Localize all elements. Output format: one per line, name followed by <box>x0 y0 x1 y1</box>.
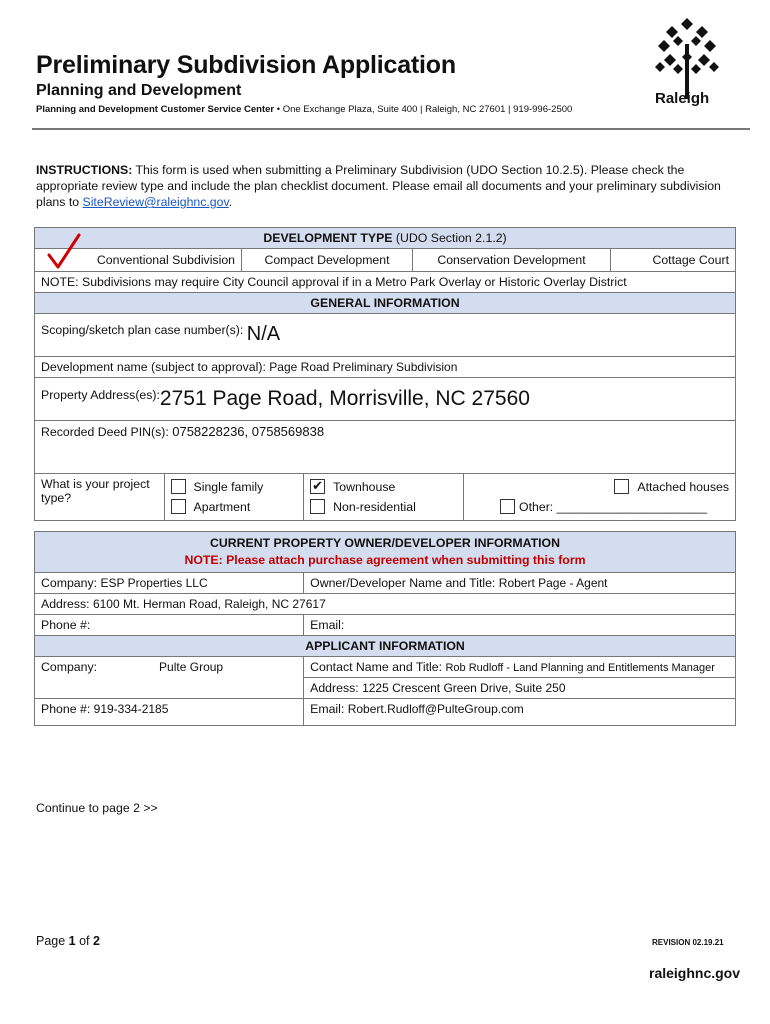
site-url: raleighnc.gov <box>649 965 741 981</box>
option-conventional[interactable]: Conventional Subdivision <box>35 249 242 271</box>
applicant-email-field[interactable]: Robert.Rudloff@PulteGroup.com <box>347 702 524 716</box>
site-review-email-link[interactable]: SiteReview@raleighnc.gov <box>82 195 229 209</box>
devname-label: Development name (subject to approval): <box>41 360 266 374</box>
logo-wordmark: Raleigh <box>655 90 710 107</box>
owner-name-field[interactable]: Robert Page - Agent <box>498 576 608 590</box>
scoping-field[interactable]: N/A <box>246 323 281 345</box>
owner-address-label: Address: <box>41 597 90 611</box>
owner-note: NOTE: Please attach purchase agreement when submitting this form <box>184 553 586 567</box>
contact-line <box>36 104 572 115</box>
nonresidential-checkbox[interactable] <box>310 499 325 514</box>
applicant-address-label: Address: <box>310 681 359 695</box>
page-of: of <box>75 934 93 948</box>
applicant-contact-label: Contact Name and Title: <box>310 660 443 674</box>
other-field[interactable]: Other: ______________________ <box>519 500 708 514</box>
applicant-phone-field[interactable]: 919-334-2185 <box>93 702 169 716</box>
development-type-note: NOTE: Subdivisions may require City Council approval if in a Metro Park Overlay or Historic Overlay District <box>35 272 736 293</box>
page-word: Page <box>36 934 69 948</box>
continue-note: Continue to page 2 >> <box>36 801 158 815</box>
other-checkbox[interactable] <box>500 499 515 514</box>
owner-company-cell <box>35 573 304 594</box>
property-label: Property Address(es): <box>41 388 160 402</box>
single-family-checkbox[interactable] <box>171 479 186 494</box>
contact-address: • One Exchange Plaza, Suite 400 | Raleigh, NC 27601 | 919-996-2500 <box>274 104 573 115</box>
townhouse-label: Townhouse <box>333 480 396 494</box>
pin-row <box>35 421 736 474</box>
property-row <box>35 378 736 421</box>
owner-name-cell <box>304 573 736 594</box>
single-family-label: Single family <box>193 480 264 494</box>
scoping-label: Scoping/sketch plan case number(s): <box>41 323 244 337</box>
attached-houses-checkbox[interactable] <box>614 479 629 494</box>
instructions-label: INSTRUCTIONS: <box>36 163 133 177</box>
development-type-title: DEVELOPMENT TYPE <box>263 231 393 245</box>
owner-name-label: Owner/Developer Name and Title: <box>310 576 496 590</box>
page-number <box>36 934 100 948</box>
header-divider <box>32 128 750 130</box>
instructions-end: . <box>228 195 233 209</box>
applicant-email-cell <box>304 699 736 726</box>
applicant-address-field[interactable]: 1225 Crescent Green Drive, Suite 250 <box>362 681 566 695</box>
owner-address-field[interactable]: 6100 Mt. Herman Road, Raleigh, NC 27617 <box>92 597 326 611</box>
applicant-company-field[interactable]: Pulte Group <box>159 660 224 674</box>
instructions-text: This form is used when submitting a Preliminary Subdivision (UDO Section 10.2.5). Please check the appropriate review type and include the plan checklist document. Please email all documents and your preliminary subdivision plans to <box>36 163 721 209</box>
owner-email-cell[interactable]: Email: <box>304 615 736 636</box>
development-type-header <box>35 228 736 249</box>
project-type-label: What is your project type? <box>35 474 165 521</box>
owner-title: CURRENT PROPERTY OWNER/DEVELOPER INFORMATION <box>209 536 561 550</box>
scoping-row <box>35 314 736 357</box>
owner-company-field[interactable]: ESP Properties LLC <box>100 576 208 590</box>
devname-row <box>35 357 736 378</box>
nonresidential-label: Non-residential <box>333 500 416 514</box>
center-name: Planning and Development Customer Service Center <box>36 104 275 115</box>
applicant-address-cell <box>304 678 736 699</box>
applicant-contact-field[interactable]: Rob Rudloff - Land Planning and Entitlements Manager <box>445 662 715 674</box>
department-name: Planning and Development <box>36 82 242 99</box>
apartment-checkbox[interactable] <box>171 499 186 514</box>
apartment-label: Apartment <box>193 500 251 514</box>
development-type-options <box>35 249 736 272</box>
applicant-company-label: Company: <box>41 660 98 674</box>
attached-houses-label: Attached houses <box>637 480 729 494</box>
townhouse-checkbox[interactable]: ✔ <box>310 479 325 494</box>
instructions <box>36 162 736 210</box>
applicant-phone-label: Phone #: <box>41 702 91 716</box>
owner-company-label: Company: <box>41 576 98 590</box>
development-type-ref: (UDO Section 2.1.2) <box>392 231 507 245</box>
owner-phone-cell[interactable]: Phone #: <box>35 615 304 636</box>
property-address-field[interactable]: 2751 Page Road, Morrisville, NC 27560 <box>159 387 530 410</box>
page-current: 1 <box>68 934 76 948</box>
pin-label: Recorded Deed PIN(s): <box>41 425 169 439</box>
applicant-phone-cell <box>35 699 304 726</box>
revision-label: REVISION 02.19.21 <box>652 938 724 947</box>
applicant-contact-cell <box>304 657 736 678</box>
applicant-header: APPLICANT INFORMATION <box>35 636 736 657</box>
hand-check-icon <box>45 233 81 273</box>
spacer <box>35 521 736 532</box>
devname-field[interactable]: Page Road Preliminary Subdivision <box>269 360 458 374</box>
option-conservation[interactable]: Conservation Development <box>413 249 611 271</box>
applicant-company-cell <box>35 657 304 699</box>
applicant-email-label: Email: <box>310 702 345 716</box>
owner-address-cell <box>35 594 736 615</box>
option-compact[interactable]: Compact Development <box>242 249 413 271</box>
owner-header <box>35 532 736 573</box>
page-total: 2 <box>93 934 100 948</box>
page-title: Preliminary Subdivision Application <box>36 51 456 79</box>
general-info-header: GENERAL INFORMATION <box>35 293 736 314</box>
pin-field[interactable]: 0758228236, 0758569838 <box>172 424 325 439</box>
option-cottage-court[interactable]: Cottage Court <box>652 253 729 267</box>
application-form <box>34 227 736 726</box>
